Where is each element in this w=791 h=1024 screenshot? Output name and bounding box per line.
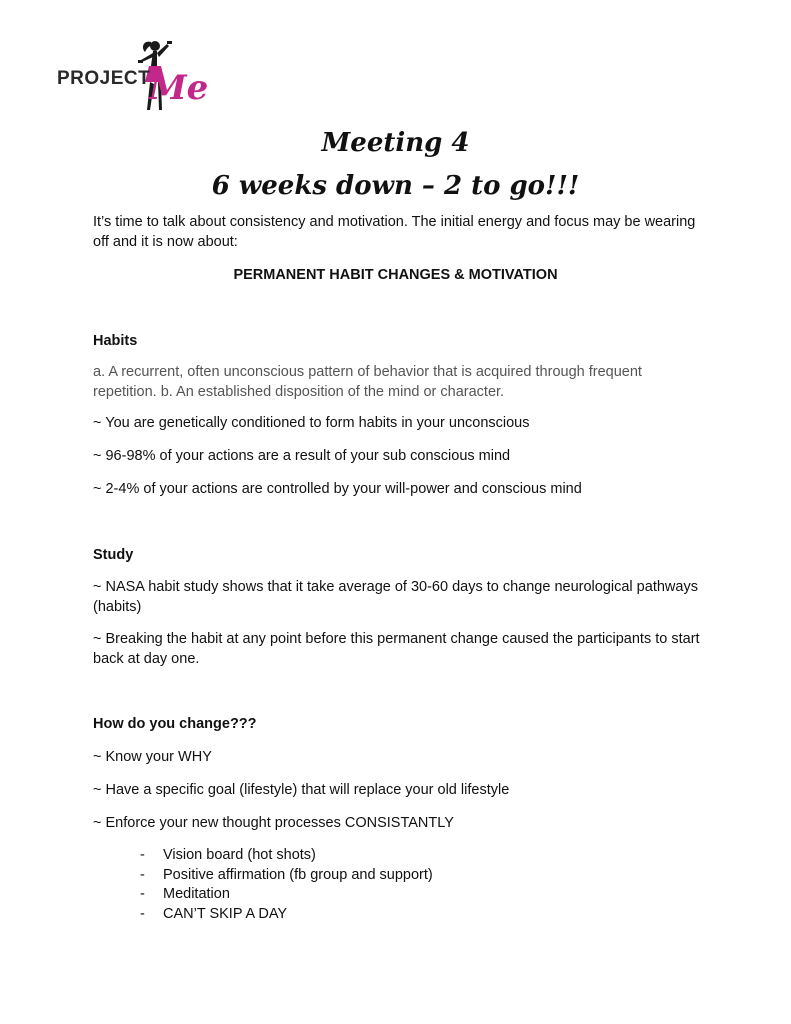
change-heading: How do you change??? — [93, 716, 257, 732]
dash-marker: - — [140, 905, 145, 922]
study-heading: Study — [93, 547, 134, 563]
list-item — [140, 846, 433, 866]
section-subheading: PERMANENT HABIT CHANGES & MOTIVATION — [233, 267, 558, 283]
dash-marker: - — [140, 886, 145, 902]
list-item-text: Positive affirmation (fb group and support) — [163, 866, 433, 883]
habits-item: ~ 2-4% of your actions are controlled by your will-power and conscious mind — [93, 481, 582, 497]
list-item — [140, 866, 433, 886]
list-item-text: CAN’T SKIP A DAY — [163, 905, 288, 922]
list-item — [140, 885, 433, 905]
list-item-text: Meditation — [163, 886, 230, 902]
habits-item: ~ You are genetically conditioned to form habits in your unconscious — [93, 415, 530, 431]
page-subtitle: 6 weeks down – 2 to go!!! — [211, 171, 580, 201]
page-title: Meeting 4 — [321, 128, 470, 158]
logo-script: Me — [149, 68, 209, 108]
study-item: ~ Breaking the habit at any point before this permanent change caused the participants to start back at day one. — [93, 631, 700, 667]
change-bullet-list — [140, 846, 433, 924]
list-item-text: Vision board (hot shots) — [163, 847, 316, 863]
change-item: ~ Know your WHY — [93, 749, 212, 765]
change-item: ~ Have a specific goal (lifestyle) that will replace your old lifestyle — [93, 782, 510, 798]
dash-marker: - — [140, 847, 145, 863]
project-me-logo — [57, 38, 207, 116]
change-item: ~ Enforce your new thought processes CONSISTANTLY — [93, 815, 454, 831]
habits-definition: a. A recurrent, often unconscious pattern of behavior that is acquired through frequent repetition. b. An established disposition of the mind or character. — [93, 364, 642, 400]
logo-wordmark: PROJECT — [57, 68, 151, 89]
dash-marker: - — [140, 866, 145, 883]
list-item — [140, 905, 433, 925]
habits-heading: Habits — [93, 333, 138, 349]
habits-item: ~ 96-98% of your actions are a result of your sub conscious mind — [93, 448, 511, 464]
study-item: ~ NASA habit study shows that it take average of 30-60 days to change neurological pathways (habits) — [93, 579, 698, 615]
intro-paragraph: It’s time to talk about consistency and motivation. The initial energy and focus may be wearing off and it is now about: — [93, 214, 696, 250]
